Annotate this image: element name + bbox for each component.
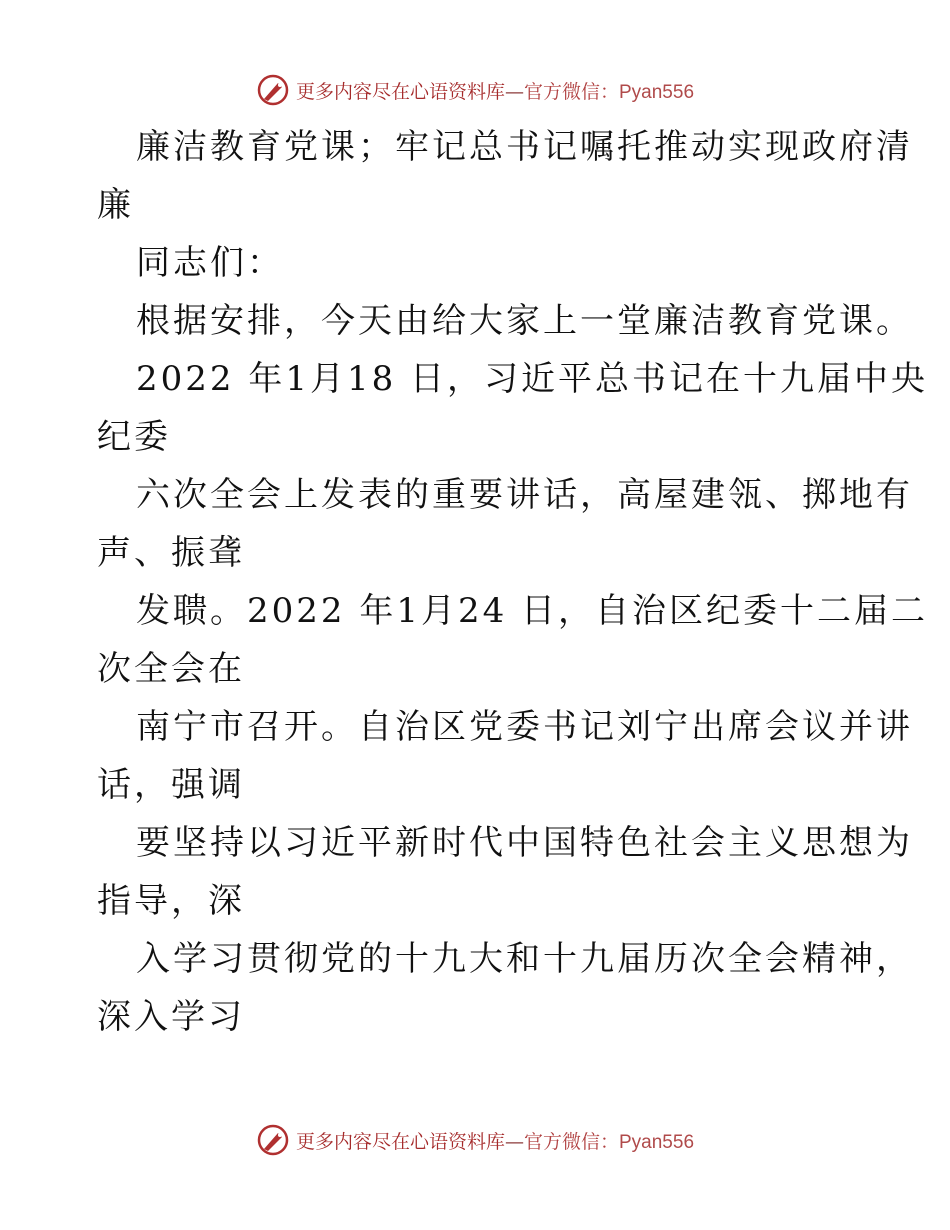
banner-wechat-label: 官方微信： xyxy=(523,80,619,103)
banner-wechat-id: Pyan556 xyxy=(619,1131,695,1153)
banner-dash: — xyxy=(504,80,524,103)
paragraph-line: 南宁市召开。自治区党委书记刘宁出席会议并讲 xyxy=(136,707,913,747)
paragraph-line: 声、振聋 xyxy=(97,533,245,573)
banner-title: 更多内容尽在心语资料库 xyxy=(295,1130,505,1153)
banner-wechat-id: Pyan556 xyxy=(619,81,695,103)
paragraph-line: 2022 年1月18 日，习近平总书记在十九届中央 xyxy=(136,359,929,399)
header-banner xyxy=(0,70,950,110)
banner-dash: — xyxy=(504,1130,524,1153)
pen-logo-icon xyxy=(256,73,290,107)
paragraph-line: 要坚持以习近平新时代中国特色社会主义思想为 xyxy=(136,823,913,863)
paragraph-line: 话，强调 xyxy=(97,765,245,805)
paragraph-line: 六次全会上发表的重要讲话，高屋建瓴、掷地有 xyxy=(136,475,913,515)
document-body xyxy=(97,118,929,1046)
paragraph-line: 入学习贯彻党的十九大和十九届历次全会精神， xyxy=(136,939,913,979)
salutation: 同志们： xyxy=(136,243,284,283)
footer-banner xyxy=(0,1120,950,1160)
paragraph-line: 发聩。2022 年1月24 日，自治区纪委十二届二 xyxy=(136,591,929,631)
banner-text xyxy=(296,77,694,104)
banner-title: 更多内容尽在心语资料库 xyxy=(295,80,505,103)
paragraph-line: 深入学习 xyxy=(97,997,245,1037)
title-line-2: 廉 xyxy=(97,185,134,225)
banner-wechat-label: 官方微信： xyxy=(523,1130,619,1153)
paragraph-line: 纪委 xyxy=(97,417,171,457)
paragraph-line: 根据安排，今天由给大家上一堂廉洁教育党课。 xyxy=(136,301,913,341)
banner-text xyxy=(296,1127,694,1154)
paragraph-line: 指导，深 xyxy=(97,881,245,921)
pen-logo-icon xyxy=(256,1123,290,1157)
paragraph-line: 次全会在 xyxy=(97,649,245,689)
title-line-1: 廉洁教育党课；牢记总书记嘱托推动实现政府清 xyxy=(136,127,913,167)
